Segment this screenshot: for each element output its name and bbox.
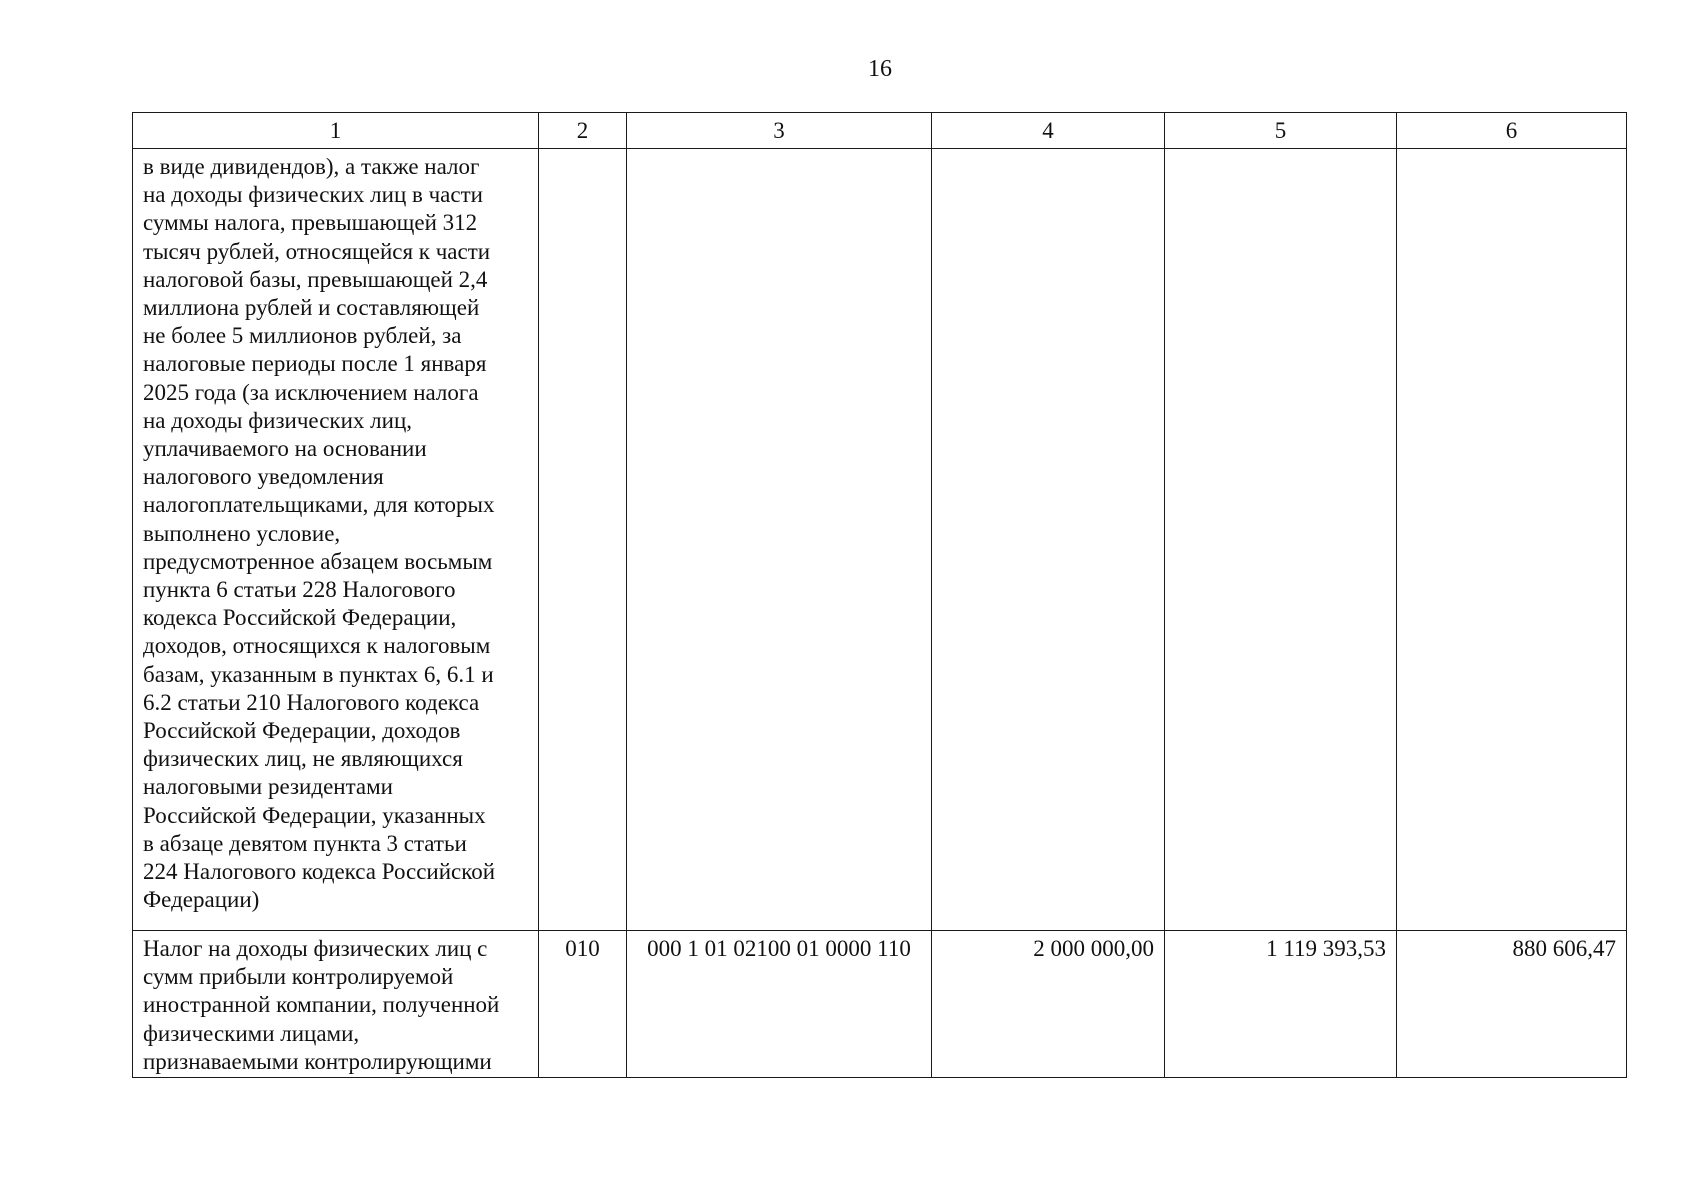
- continuation-description-text: [133, 149, 538, 914]
- text-line: кодекса Российской Федерации,: [143, 605, 457, 631]
- text-line: базам, указанным в пунктах 6, 6.1 и: [143, 661, 494, 687]
- budget-classification-code: 000 1 01 02100 01 0000 110: [647, 936, 911, 961]
- column-header-4: 4: [932, 113, 1165, 149]
- table-row-continuation: [133, 149, 1627, 931]
- budget-table: [132, 112, 1627, 1078]
- text-line: налоговыми резидентами: [143, 774, 393, 800]
- text-line: 224 Налогового кодекса Российской: [143, 859, 496, 885]
- text-line: Налог на доходы физических лиц с: [143, 936, 488, 961]
- approved-amount: 2 000 000,00: [1033, 936, 1154, 961]
- text-line: выполнено условие,: [143, 520, 341, 546]
- continuation-cell-5: [1165, 149, 1397, 931]
- approved-amount-cell: [932, 931, 1165, 1078]
- text-line: 2025 года (за исключением налога: [143, 379, 479, 405]
- text-line: налогоплательщиками, для которых: [143, 492, 495, 518]
- text-line: не более 5 миллионов рублей, за: [143, 323, 462, 349]
- text-line: пункта 6 статьи 228 Налогового: [143, 577, 456, 603]
- continuation-description-cell: [133, 149, 539, 931]
- column-header-6: 6: [1397, 113, 1627, 149]
- continuation-cell-6: [1397, 149, 1627, 931]
- unexecuted-amount-cell: [1397, 931, 1627, 1078]
- continuation-cell-3: [627, 149, 932, 931]
- text-line: тысяч рублей, относящейся к части: [143, 238, 491, 264]
- text-line: физическими лицами,: [143, 1020, 360, 1046]
- text-line: уплачиваемого на основании: [143, 436, 427, 462]
- column-header-5: 5: [1165, 113, 1397, 149]
- text-line: суммы налога, превышающей 312: [143, 210, 478, 236]
- budget-code-cell: [627, 931, 932, 1078]
- column-header-2: 2: [539, 113, 627, 149]
- text-line: налогового уведомления: [143, 464, 384, 490]
- text-line: в виде дивидендов), а также налог: [143, 154, 480, 179]
- text-line: признаваемыми контролирующими: [143, 1048, 492, 1074]
- text-line: налоговой базы, превышающей 2,4: [143, 266, 488, 292]
- executed-amount: 1 119 393,53: [1266, 936, 1386, 961]
- table-header-row: [133, 113, 1627, 149]
- text-line: 6.2 статьи 210 Налогового кодекса: [143, 689, 480, 715]
- text-line: сумм прибыли контролируемой: [143, 964, 454, 990]
- line-code: 010: [565, 936, 600, 961]
- page-number: 16: [868, 56, 892, 82]
- text-line: Российской Федерации, доходов: [143, 718, 461, 744]
- text-line: на доходы физических лиц в части: [143, 182, 483, 208]
- line-code-cell: [539, 931, 627, 1078]
- text-line: предусмотренное абзацем восьмым: [143, 548, 493, 574]
- main-description-cell: [133, 931, 539, 1078]
- continuation-cell-4: [932, 149, 1165, 931]
- text-line: миллиона рублей и составляющей: [143, 295, 480, 321]
- column-header-1: 1: [133, 113, 539, 149]
- text-line: Федерации): [143, 887, 260, 913]
- text-line: в абзаце девятом пункта 3 статьи: [143, 830, 467, 856]
- text-line: налоговые периоды после 1 января: [143, 351, 487, 377]
- executed-amount-cell: [1165, 931, 1397, 1078]
- text-line: на доходы физических лиц,: [143, 407, 413, 433]
- text-line: иностранной компании, полученной: [143, 992, 500, 1018]
- text-line: Российской Федерации, указанных: [143, 802, 486, 828]
- column-header-3: 3: [627, 113, 932, 149]
- continuation-cell-2: [539, 149, 627, 931]
- text-line: физических лиц, не являющихся: [143, 746, 463, 772]
- text-line: доходов, относящихся к налоговым: [143, 633, 491, 659]
- main-description-text: [133, 931, 538, 1076]
- table-row-tax-cfc-profit: [133, 931, 1627, 1078]
- unexecuted-amount: 880 606,47: [1512, 936, 1616, 961]
